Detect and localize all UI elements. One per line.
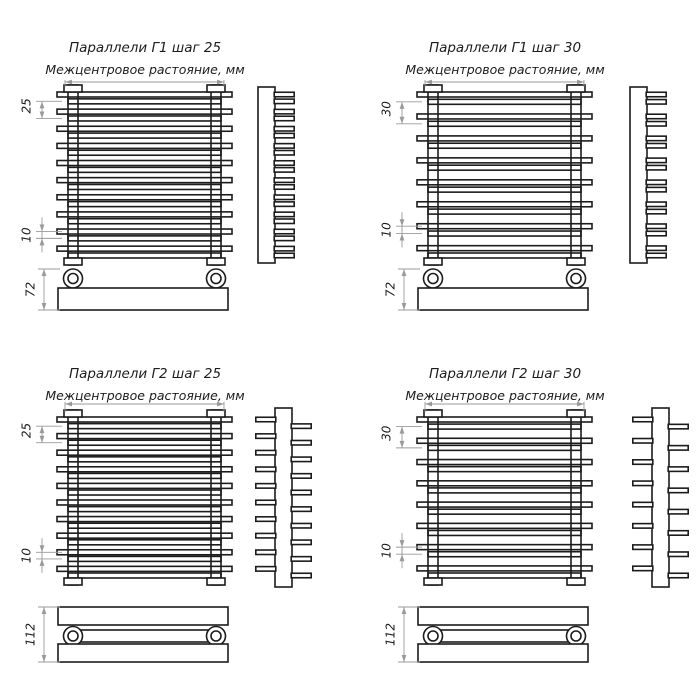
bottom-view-g1-step25 [58, 269, 228, 310]
front-view-g1-step30 [417, 85, 592, 265]
dim-offset-g2-step25: 10 [19, 547, 34, 564]
dim-step-g1-step30: 30 [379, 101, 394, 117]
quadrant-title-g1-25: Параллели Г1 шаг 25 [68, 40, 222, 56]
collector-right [571, 410, 581, 585]
quadrant-g2-step30 [380, 402, 689, 662]
collector-left [428, 410, 438, 585]
collector-right [571, 85, 581, 265]
quadrant-title-g1-30: Параллели Г1 шаг 30 [428, 40, 582, 56]
side-view-g1-step25 [258, 87, 294, 263]
dim-step-g1-step25: 25 [19, 98, 34, 114]
quadrant-subtitle-g1-25: Межцентровое растояние, мм [45, 62, 245, 77]
bottom-view-g2-step30 [418, 607, 588, 662]
quadrant-g2-step25 [20, 402, 312, 662]
dim-offset-g2-step30: 10 [379, 543, 394, 559]
quadrant-subtitle-g2-25: Межцентровое растояние, мм [45, 388, 245, 403]
dim-offset-g1-step25: 10 [19, 227, 34, 243]
front-view-g1-step25 [57, 85, 232, 265]
quadrant-title-g2-25: Параллели Г2 шаг 25 [68, 366, 222, 382]
dim-depth-g2-step25: 112 [23, 623, 38, 646]
quadrant-subtitle-g2-30: Межцентровое растояние, мм [405, 388, 605, 403]
front-view-g2-step25 [57, 410, 232, 585]
quadrant-g1-step30 [380, 80, 667, 310]
dim-depth-g2-step30: 112 [383, 623, 398, 646]
quadrant-subtitle-g1-30: Межцентровое растояние, мм [405, 62, 605, 77]
dim-step-g2-step30: 30 [379, 425, 394, 441]
side-view-g1-step30 [630, 87, 666, 263]
collector-left [428, 85, 438, 265]
dim-depth-g1-step25: 72 [23, 281, 38, 298]
bottom-view-g2-step25 [58, 607, 228, 662]
dim-offset-g1-step30: 10 [379, 222, 394, 238]
side-view-g2-step30 [633, 408, 688, 587]
quadrant-g1-step25 [20, 80, 295, 310]
dim-step-g2-step25: 25 [19, 422, 34, 439]
front-view-g2-step30 [417, 410, 592, 585]
side-view-g2-step25 [256, 408, 311, 587]
quadrant-title-g2-30: Параллели Г2 шаг 30 [428, 366, 582, 382]
dim-depth-g1-step30: 72 [383, 281, 398, 298]
bottom-view-g1-step30 [418, 269, 588, 310]
